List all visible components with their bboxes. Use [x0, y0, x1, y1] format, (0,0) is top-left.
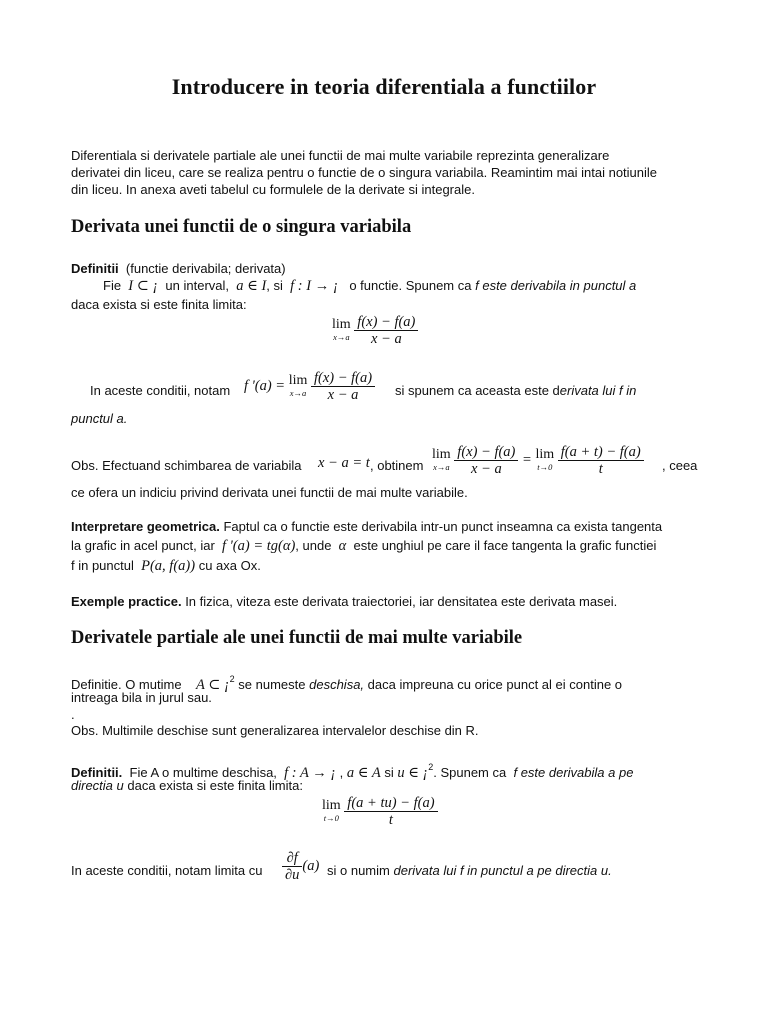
interpretare-line-1 [71, 518, 662, 536]
directional-limit-formula [322, 795, 438, 828]
interpretare-text-3a: f in punctul [71, 558, 134, 573]
math-a-in-A: a ∈ A [346, 765, 381, 781]
ceea-text: , ceea [662, 458, 698, 473]
o-functie-text: o functie. Spunem ca [349, 278, 472, 293]
exemple-text: In fizica, viteza este derivata traiectoriei, iar densitatea este derivata masei. [185, 594, 618, 609]
obs-schimbare-line [71, 457, 302, 475]
page-title: Introducere in teoria diferentiala a functiilor [171, 74, 597, 99]
definitie-text-b: se numeste [238, 677, 306, 692]
fraction-numerator: f(x) − f(a) [354, 314, 418, 331]
fraction-denominator: x − a [370, 331, 402, 347]
definitii-line [71, 260, 286, 278]
equals-sign: = [522, 451, 532, 468]
final-text-c: derivata lui f in punctul a pe directia u. [393, 863, 612, 878]
in-aceste-text: In aceste conditii, notam [90, 383, 231, 398]
partial-derivative-notation [282, 850, 319, 883]
fraction-numerator: f(a + tu) − f(a) [344, 795, 437, 812]
fraction-numerator: f(x) − f(a) [311, 370, 375, 387]
definitie-label: Definitie. [71, 677, 122, 692]
punctul-a-text: punctul a [71, 411, 124, 426]
final-line-tail [327, 862, 612, 880]
fraction-numerator: f(a + t) − f(a) [558, 444, 644, 461]
obs-multimi-line: Obs. Multimile deschise sunt generalizarea intervalelor deschise din R. [71, 723, 479, 738]
lim-symbol: lim [332, 316, 351, 332]
lim-subscript: t→0 [323, 812, 339, 823]
exemple-label: Exemple practice. [71, 594, 182, 609]
math-P-point: P(a, f(a)) [141, 558, 196, 574]
unde-text: , unde [295, 538, 332, 553]
lim-subscript: x→a [433, 461, 450, 472]
partial-denominator: ∂u [285, 867, 300, 883]
superscript-two: 2 [229, 674, 235, 684]
interpretare-text-2a: la grafic in acel punct, iar [71, 538, 215, 553]
math-fprime-tg: f '(a) = tg(α) [222, 538, 296, 554]
final-line [71, 862, 262, 880]
fraction-numerator: f(x) − f(a) [454, 444, 518, 461]
lim-symbol: lim [535, 446, 555, 462]
interval-text: un interval, [165, 278, 229, 293]
superscript-two: 2 [428, 762, 434, 772]
si-word-2: si [384, 765, 394, 780]
definitie-text-a: O mutime [125, 677, 182, 692]
fie-interval-line [103, 277, 636, 296]
obtinem-text: , obtinem [370, 458, 424, 473]
intro-line-1: Diferentiala si derivatele partiale ale unei functii de mai multe variabile reprezinta generalizare [71, 148, 610, 163]
f-derivabila-pe-text: f este derivabila a pe [513, 765, 634, 780]
math-a-in-I: a ∈ I [236, 278, 267, 294]
math-alpha: α [338, 538, 347, 554]
interpretare-text-2b: este unghiul pe care il face tangenta la grafic functiei [353, 538, 657, 553]
math-f-I-R: f : I → ¡ [290, 278, 339, 294]
math-f-A-R: f : A → ¡ [284, 765, 336, 781]
definitie-line-2: intreaga bila in jurul sau. [71, 690, 212, 705]
obs-line-2: ce ofera un indiciu privind derivata unei functii de mai multe variabile. [71, 485, 468, 500]
interpretare-line-3 [71, 557, 261, 576]
final-text-b: si o numim [327, 863, 390, 878]
section-heading-single-variable: Derivata unei functii de o singura variabila [71, 217, 412, 237]
lim-symbol: lim [288, 372, 308, 388]
f-derivabila-text: f este derivabila in punctul a [475, 278, 637, 293]
deschisa-text: deschisa, [309, 677, 365, 692]
si-spunem-line [395, 382, 636, 400]
lim-subscript: x→a [289, 387, 307, 398]
lim-subscript: x→a [333, 331, 350, 342]
definitii-label-2: Definitii. [71, 765, 123, 780]
intro-line-3: din liceu. In anexa aveti tabelul cu formulele de la derivate si integrale. [71, 182, 475, 197]
cu-axa-text: cu axa Ox. [198, 558, 261, 573]
interpretare-line-2 [71, 537, 656, 556]
math-u-in: u ∈ ¡ [397, 765, 429, 781]
math-I-subset: I ⊂ ¡ [128, 278, 159, 294]
definitie-text-c: daca impreuna cu orice punct al ei contine o [367, 677, 623, 692]
interpretare-text-1: Faptul ca o functie este derivabila intr-un punct inseamna ca exista tangenta [223, 519, 663, 534]
definitii-directie-line: Definitii. Fie A o multime deschisa, f : A → ¡ , a ∈ A si u ∈ ¡$^2$. Spunem ca f este derivabila a pe [71, 762, 634, 781]
section-heading-partial-derivatives: Derivatele partiale ale unei functii de mai multe variabile [71, 628, 523, 648]
si-spunem-text: si spunem ca aceasta este d [395, 383, 560, 398]
derivata-lui-text: erivata lui f in [559, 383, 637, 398]
definitii-text-a: Fie A o multime deschisa, [129, 765, 277, 780]
substitution-limit-formula [432, 444, 644, 477]
of-a: (a) [302, 857, 320, 874]
lim-symbol: lim [432, 446, 451, 462]
final-text-a: In aceste conditii, notam limita cu [71, 863, 263, 878]
fprime-a: f '(a) = [244, 377, 286, 394]
fraction-denominator: x − a [327, 387, 359, 403]
daca-exista-line: daca exista si este finita limita: [71, 297, 247, 312]
obs-prefix-text: Obs. Efectuand schimbarea de variabila [71, 458, 302, 473]
math-A-subset: A ⊂ ¡ [196, 677, 230, 693]
daca-exista-text-2: daca exista si este finita limita: [127, 778, 303, 793]
definitii-label: Definitii [71, 261, 119, 276]
derivative-definition-formula [244, 370, 375, 403]
partial-numerator: ∂f [282, 850, 302, 867]
fie-word: Fie [103, 278, 122, 293]
lim-subscript: t→0 [537, 461, 553, 472]
punctul-a-line: punctul a. [71, 411, 128, 426]
stray-dot: . [71, 707, 75, 722]
directia-u-line [71, 777, 303, 795]
intro-line-2: derivatei din liceu, care se realiza pentru o functie de o singura variabila. Reamintim mai intai notiunile [71, 165, 658, 180]
directia-u-text: directia u [71, 778, 124, 793]
lim-symbol: lim [322, 797, 341, 813]
interpretare-label: Interpretare geometrica. [71, 519, 220, 534]
exemple-practice-line [71, 593, 617, 611]
fraction-denominator: t [388, 812, 393, 828]
notam-derivata-line [90, 382, 230, 400]
fraction-denominator: t [598, 461, 603, 477]
spunem-ca-text: . Spunem ca [433, 765, 507, 780]
definitii-note: (functie derivabila; derivata) [125, 261, 286, 276]
fraction-denominator: x − a [470, 461, 502, 477]
math-x-minus-a-eq-t: x − a = t [318, 455, 370, 471]
si-word: , si [266, 278, 283, 293]
limit-formula-1 [332, 314, 418, 347]
